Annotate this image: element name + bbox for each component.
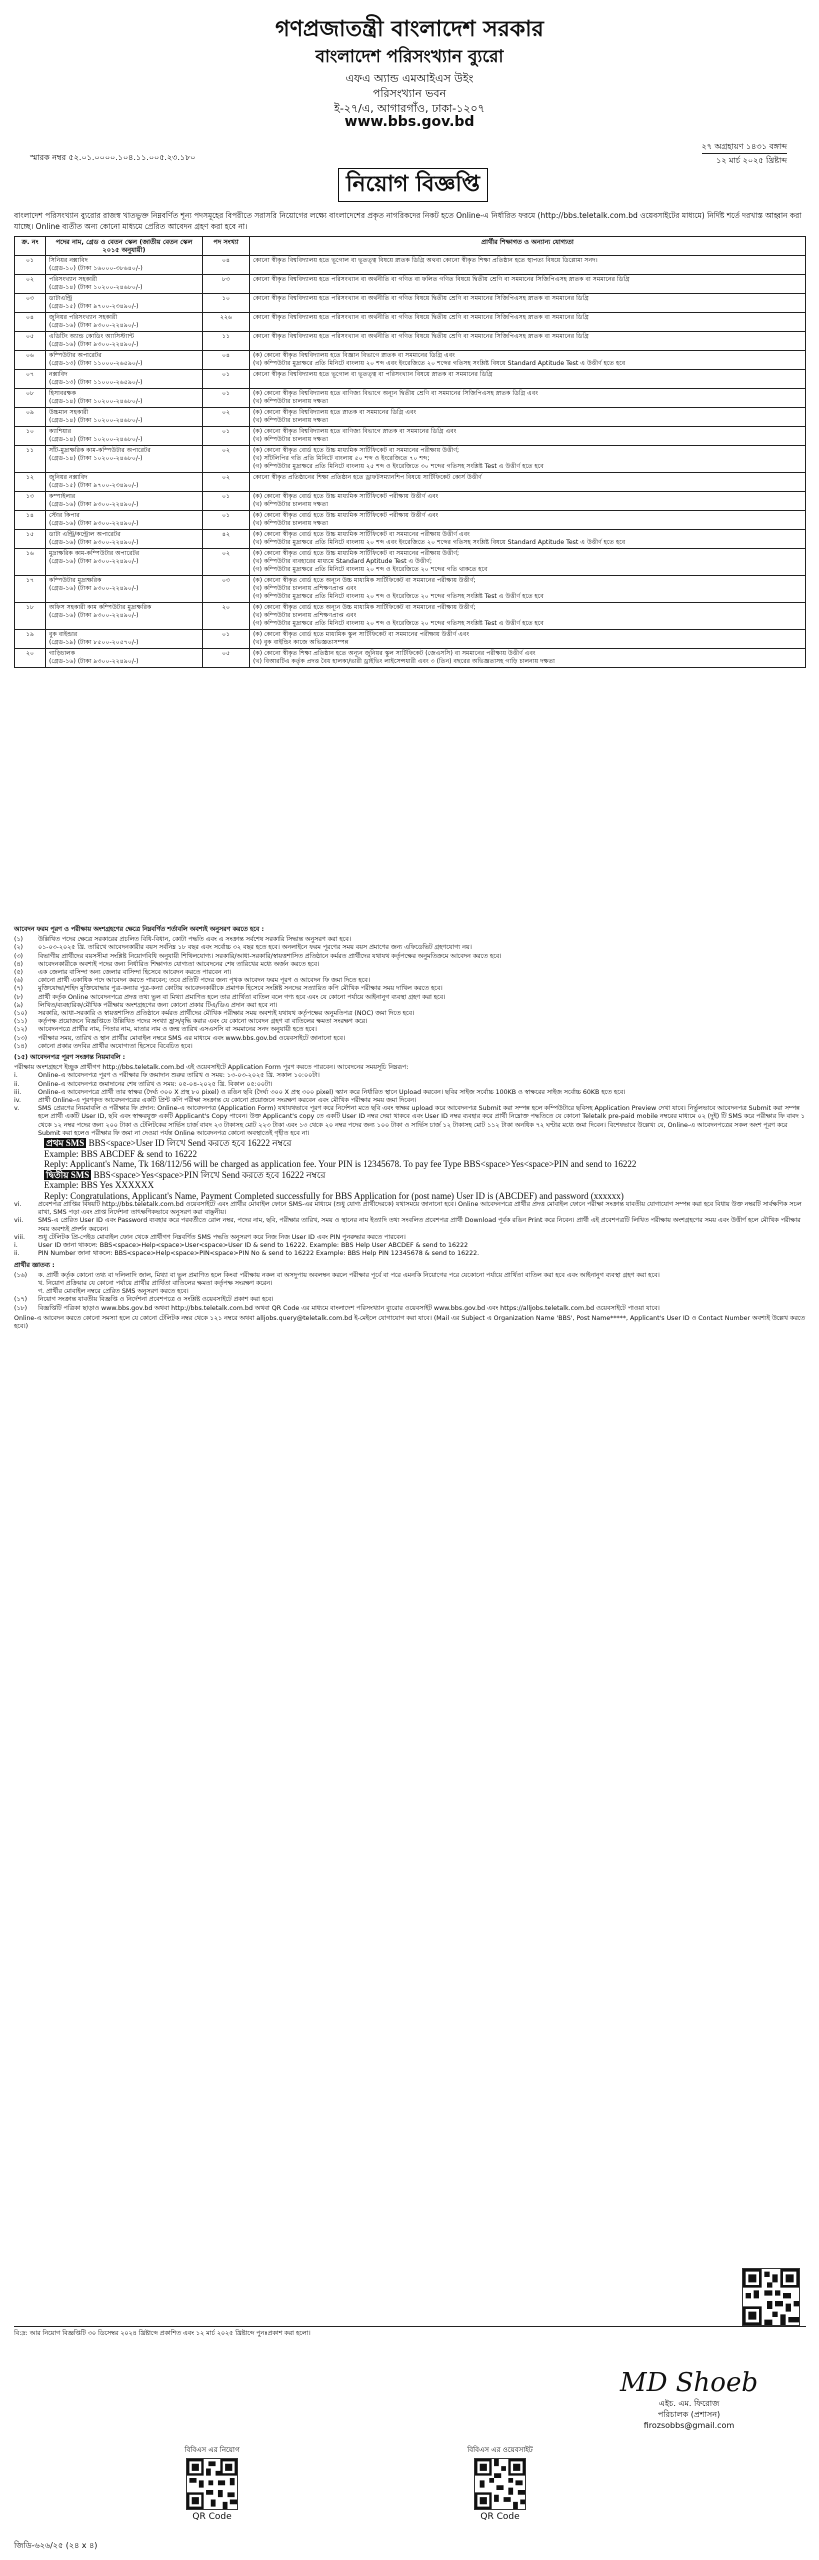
memo-number: স্মারক নম্বর ৫২.০১.০০০০.১০৪.১১.০০৫.২৩.১৮০	[30, 153, 196, 162]
post-qualification: (ক) কোনো স্বীকৃত বোর্ড হতে উচ্চ মাধ্যমিক সার্টিফিকেট পরীক্ষায় উত্তীর্ণ এবং (খ) কম্পিউটার চালনায় দক্ষতা	[250, 511, 806, 530]
condition-item-number: (৩)	[14, 952, 24, 960]
condition-item-text: উল্লিখিত পদের ক্ষেত্রে সরকারের প্রচলিত বিধি-বিধান, কোটা পদ্ধতি এবং এ সংক্রান্ত সর্বশেষ সরকারি সিদ্ধান্ত অনুসরণ করা হবে।	[38, 936, 351, 944]
candidate-note	[14, 1305, 806, 1313]
notice-title: নিয়োগ বিজ্ঞপ্তি	[338, 168, 488, 202]
sms1-label: প্রথম SMS	[46, 1138, 85, 1149]
howto-step-number: ii.	[14, 1080, 20, 1088]
sms-instructions	[14, 1138, 806, 1201]
post-name: হিসাবরক্ষক (গ্রেড-১৪) (টাকা ১০২০০-২৪৬৮০/-)	[46, 389, 203, 408]
howto-step-number: vi.	[14, 1201, 22, 1209]
header-count: পদ সংখ্যা	[203, 237, 250, 256]
date-english: ১২ মার্চ ২০২৫ খ্রিষ্টাব্দ	[702, 153, 788, 167]
post-serial: ০২	[15, 275, 46, 294]
post-name: সিনিয়র নক্সাবিদ (গ্রেড-১০) (টাকা ১৬০০০-৩৮৬৪০/-)	[46, 256, 203, 275]
post-qualification: (ক) কোনো স্বীকৃত বোর্ড হতে উচ্চ মাধ্যমিক সার্টিফিকেট বা সমমানের পরীক্ষায় উত্তীর্ণ এবং (খ) কম্পিউটার মুদ্রাক্ষরে প্রতি মিনিটে বাংলায় ২০ শব্দ এবং ইংরেজিতে ২০ শব্দের গতিসহ সংশ্লিষ্ট বিষয়ে Standard Aptitude Test এ উত্তীর্ণ হতে হবে	[250, 530, 806, 549]
condition-item-text: মুক্তিযোদ্ধা/শহিদ মুক্তিযোদ্ধার পুত্র-কন্যার পুত্র-কন্যা কোটায় আবেদনকারীকে প্রমাণক হিসেবে সংশ্লিষ্ট সনদের সত্যায়িত কপি মৌখিক পরীক্ষার সময় দাখিল করতে হবে।	[38, 985, 443, 993]
qr-icon	[743, 2269, 799, 2325]
howto-step	[14, 1089, 806, 1097]
post-name: জুনিয়র নক্সাবিদ (গ্রেড-১৫) (টাকা ৯৭০০-২৩৪৯০/-)	[46, 473, 203, 492]
signatory-name: এইচ. এম. ফিরোজ	[658, 2399, 720, 2408]
post-serial: ০৯	[15, 408, 46, 427]
post-name: এডিটিং অ্যান্ড কোডিং অ্যাসিস্ট্যান্ট (গ্রেড-১৬) (টাকা ৯৩০০-২২৪৯০/-)	[46, 332, 203, 351]
table-header-row	[15, 237, 806, 256]
condition-item	[14, 994, 806, 1002]
howto-step	[14, 1242, 806, 1250]
post-name: পরিসংখ্যান সহকারী (গ্রেড-১৪) (টাকা ১০২০০-২৪৬৮০/-)	[46, 275, 203, 294]
howto-step-text: শুধু টেলিটক প্রি-পেইড মোবাইল ফোন থেকে প্রার্থীগণ নিম্নবর্ণিত SMS পদ্ধতি অনুসরণ করে নিজ নিজ User ID এবং PIN পুনরুদ্ধার করতে পারবেন।	[38, 1233, 406, 1241]
post-serial: ১৬	[15, 549, 46, 576]
post-qualification: কোনো স্বীকৃত বিশ্ববিদ্যালয় হতে ভূগোল বা ভূতত্ত্ব বা পরিসংখ্যান বিষয়ে স্নাতক বা সমমানের ডিগ্রি	[250, 370, 806, 389]
sms2-reply: Reply: Congratulations, Applicant's Name, Payment Completed successfully for BBS Application for (post name) User ID is (ABCDEF) and password (xxxxxx)	[44, 1190, 624, 1201]
qr-code-side[interactable]	[742, 2268, 800, 2326]
post-qualification: (ক) কোনো স্বীকৃত বিশ্ববিদ্যালয় হতে স্নাতক বা সমমানের ডিগ্রি এবং (খ) কম্পিউটার চালনায় দক্ষতা	[250, 408, 806, 427]
howto-step-number: iii.	[14, 1088, 22, 1096]
post-count: ০১	[203, 389, 250, 408]
post-serial: ১৮	[15, 603, 46, 630]
candidate-note-text: বিজ্ঞপ্তিটি পত্রিকা ছাড়াও www.bbs.gov.bd অথবা http://bbs.teletalk.com.bd অথবা QR Code এর মাধ্যমে বাংলাদেশ পরিসংখ্যান ব্যুরোর ওয়েবসাইট www.bbs.gov.bd এবং https://alljobs.teletalk.com.bd ওয়েবসাইটে পাওয়া যাবে।	[38, 1304, 660, 1312]
post-name: মুদ্রাক্ষরিক কাম-কম্পিউটার অপারেটর (গ্রেড-১৬) (টাকা ৯৩০০-২২৪৯০/-)	[46, 549, 203, 576]
post-qualification: (ক) কোনো স্বীকৃত বোর্ড হতে মাধ্যমিক স্কুল সার্টিফিকেট বা সমমানের পরীক্ষায় উত্তীর্ণ এবং (খ) বুক বাইন্ডিং কাজে অভিজ্ঞতাসম্পন্ন	[250, 630, 806, 649]
table-row	[15, 294, 806, 313]
candidate-notes-heading: প্রার্থীর জ্ঞাতব্য :	[14, 1261, 55, 1269]
wing-name: এফএ অ্যান্ড এমআইএস উইং	[345, 72, 474, 85]
candidate-notes	[14, 1272, 806, 1313]
howto-step-number: iv.	[14, 1097, 21, 1105]
post-name: বুক বাইন্ডার (গ্রেড-১৯) (টাকা ৮৫০০-২০৫৭০/-)	[46, 630, 203, 649]
post-count: ০১	[203, 370, 250, 389]
notice-dates	[702, 140, 788, 167]
post-count: ০২	[203, 408, 250, 427]
condition-item	[14, 1026, 806, 1034]
candidate-note-number: (১৮)	[14, 1304, 28, 1312]
post-qualification: কোনো স্বীকৃত বিশ্ববিদ্যালয় হতে পরিসংখ্যান বা অর্থনীতি বা গণিত বিষয়ে দ্বিতীয় শ্রেণি বা সমমানের সিজিপিএসহ স্নাতক বা সমমানের ডিগ্রি	[250, 294, 806, 313]
condition-item-number: (১০)	[14, 1010, 28, 1018]
condition-item-number: (১১)	[14, 1018, 28, 1026]
howto-step	[14, 1201, 806, 1217]
condition-item-text: লিখিত/ব্যবহারিক/মৌখিক পরীক্ষায় অংশগ্রহণের জন্য কোনো প্রকার টিএ/ডিএ প্রদান করা হবে না।	[38, 1001, 278, 1009]
post-serial: ২০	[15, 649, 46, 668]
condition-item-text: প্রার্থী কর্তৃক Online আবেদনপত্রে প্রদত্ত তথ্য ভুল বা মিথ্যা প্রমাণিত হলে তার প্রার্থিতা বাতিল বলে গণ্য হবে এবং যে কোনো পর্যায়ে আইনানুগ ব্যবস্থা গ্রহণ করা হবে।	[38, 993, 446, 1001]
post-qualification: কোনো স্বীকৃত বিশ্ববিদ্যালয় হতে পরিসংখ্যান বা অর্থনীতি বা গণিত বা ফলিত গণিত বিষয়ে দ্বিতীয় শ্রেণি বা সমমানের সিজিপিএসহ স্নাতক বা সমমানের ডিগ্রি	[250, 275, 806, 294]
post-qualification: কোনো স্বীকৃত বিশ্ববিদ্যালয় হতে ভূগোল বা ভূতত্ত্ব বিষয়ে স্নাতক ডিগ্রি অথবা কোনো স্বীকৃত শিক্ষা প্রতিষ্ঠান হতে স্থাপত্য বিষয়ে ডিপ্লোমা সনদ।	[250, 256, 806, 275]
sms2-format: BBS<space>Yes<space>PIN লিখে Send করতে হবে 16222 নম্বরে	[93, 1169, 326, 1180]
howto-step-text: প্রার্থী Online-এ পূরণকৃত আবেদনপত্রের একটি প্রিন্ট কপি পরীক্ষা সংক্রান্ত যে কোনো প্রয়োজনে সংরক্ষণ করবেন এবং মৌখিক পরীক্ষার সময় জমা দিবেন।	[38, 1097, 417, 1105]
post-serial: ১৫	[15, 530, 46, 549]
post-qualification: কোনো স্বীকৃত বিশ্ববিদ্যালয় হতে পরিসংখ্যান বা অর্থনীতি বা গণিত বিষয়ে দ্বিতীয় শ্রেণি বা সমমানের সিজিপিএসহ স্নাতক বা সমমানের ডিগ্রি	[250, 313, 806, 332]
sms1-format: BBS<space>User ID লিখে Send করতে হবে 16222 নম্বরে	[88, 1138, 292, 1149]
qr-label: QR Code	[192, 2512, 232, 2522]
post-count: ০১	[203, 492, 250, 511]
post-count: ০২	[203, 549, 250, 576]
condition-item-number: (১৩)	[14, 1034, 28, 1042]
post-name: কম্পিউটার মুদ্রাক্ষরিক (গ্রেড-১৬) (টাকা ৯৩০০-২২৪৯০/-)	[46, 576, 203, 603]
table-row	[15, 511, 806, 530]
condition-item	[14, 1002, 806, 1010]
condition-item-text: আবেদনকারীকে অবশ্যই পদের জন্য নির্ধারিত শিক্ষাগত যোগ্যতা আবেদনের শেষ তারিখের মধ্যে অর্জন করতে হবে।	[38, 960, 320, 968]
table-row	[15, 492, 806, 511]
post-name: উচ্চমান সহকারী (গ্রেড-১৪) (টাকা ১০২০০-২৪৬৮০/-)	[46, 408, 203, 427]
post-serial: ১০	[15, 427, 46, 446]
post-name: নক্সাবিদ (গ্রেড-১৩) (টাকা ১১০০০-২৬৫৯০/-)	[46, 370, 203, 389]
condition-item	[14, 961, 806, 969]
sms2-example: Example: BBS Yes XXXXXX	[44, 1180, 155, 1191]
post-qualification: (ক) কোনো স্বীকৃত বোর্ড হতে অন্যূন উচ্চ মাধ্যমিক সার্টিফিকেট বা সমমানের পরীক্ষায় উত্তীর্ণ; (খ) কম্পিউটার চালনায় প্রশিক্ষণপ্রাপ্ত এবং (গ) কম্পিউটার মুদ্রাক্ষরে প্রতি মিনিটে বাংলায় ২০ শব্দ ও ইংরেজিতে ২০ শব্দের গতিসহ সংশ্লিষ্ট Test এ উত্তীর্ণ হতে হবে	[250, 576, 806, 603]
howto-step-text: Online-এ আবেদনপত্রে প্রার্থী তার স্বাক্ষর (দৈর্ঘ্য ৩০০ X প্রস্থ ৮০ pixel) ও রঙিন ছবি (দৈর্ঘ্য ৩০০ X প্রস্থ ৩০০ pixel) স্ক্যান করে নির্ধারিত স্থানে Upload করবেন। ছবির সাইজ সর্বোচ্চ 100KB ও স্বাক্ষরের সাইজ সর্বোচ্চ 60KB হতে হবে।	[38, 1088, 626, 1096]
howto-step-text: PIN Number জানা থাকলে: BBS<space>Help<space>PIN<space>PIN No & send to 16222 Example: BBS Help PIN 12345678 & send to 16222.	[38, 1250, 480, 1258]
table-row	[15, 576, 806, 603]
condition-item-text: পরীক্ষার সময়, তারিখ ও স্থান প্রার্থীর মোবাইল নম্বরে SMS এর মাধ্যমে এবং www.bbs.gov.bd ওয়েবসাইটে জানানো হবে।	[38, 1034, 346, 1042]
post-name: অফিস সহকারী কাম কম্পিউটার মুদ্রাক্ষরিক (গ্রেড-১৬) (টাকা ৯৩০০-২২৪৯০/-)	[46, 603, 203, 630]
condition-item-number: (২)	[14, 944, 24, 952]
post-qualification: কোনো স্বীকৃত বিশ্ববিদ্যালয় হতে পরিসংখ্যান বা অর্থনীতি বা গণিত বিষয়ে দ্বিতীয় শ্রেণি বা সমমানের সিজিপিএসহ স্নাতক বা সমমানের ডিগ্রি	[250, 332, 806, 351]
post-count: ০৩	[203, 576, 250, 603]
condition-item-number: (৪)	[14, 960, 23, 968]
candidate-note-text: ক. প্রার্থী কর্তৃক কোনো তথ্য বা দলিলাদি জাল, মিথ্যা বা ভুল প্রমাণিত হলে কিংবা পরীক্ষায় নকল বা অসদুপায় অবলম্বন করলে পরীক্ষার পূর্বে বা পরে এমনকি নিয়োগের পরে যেকোনো পর্যায়ে প্রার্থিতা বাতিল করা হবে এবং আইনানুগ ব্যবস্থা গ্রহণ করা হবে। খ. নিয়োগ প্রক্রিয়ার যে কোনো পর্যায়ে প্রার্থীর প্রার্থিতা বাতিলের ক্ষমতা কর্তৃপক্ষ সংরক্ষণ করেন। গ. প্রার্থীর মোবাইল নম্বরে প্রেরিত SMS অনুসরণ করতে হবে।	[38, 1271, 660, 1296]
howto-step-number: viii.	[14, 1233, 25, 1241]
header-qualification: প্রার্থীর শিক্ষাগত ও অন্যান্য যোগ্যতা	[250, 237, 806, 256]
condition-item-number: (৫)	[14, 969, 23, 977]
howto-step-text: Online-এ আবেদনপত্র পূরণ ও পরীক্ষার ফি জমাদান শুরুর তারিখ ও সময়: ১৩-০৩-২০২৫ খ্রি. সকাল ১০:০০টা।	[38, 1072, 320, 1080]
header-serial: ক্র. নং	[15, 237, 46, 256]
howto-step	[14, 1072, 806, 1080]
howto-step-text: প্রবেশপত্র প্রাপ্তির বিষয়টি http://bbs.teletalk.com.bd ওয়েবসাইটে এবং প্রার্থীর মোবাইল ফোনে SMS-এর মাধ্যমে (শুধু যোগ্য প্রার্থীদেরকে) যথাসময়ে জানানো হবে। Online আবেদনপত্রে প্রার্থীর প্রদত্ত মোবাইল ফোনে পরীক্ষা সংক্রান্ত যাবতীয় যোগাযোগ সম্পন্ন করা হবে বিধায় উক্ত নম্বরটি সার্বক্ষণিক সচল রাখা, SMS পড়া এবং প্রাপ্ত নির্দেশনা তাৎক্ষণিকভাবে অনুসরণ করা বাঞ্ছনীয়।	[38, 1201, 802, 1217]
post-count: ২০	[203, 603, 250, 630]
post-serial: ০৮	[15, 389, 46, 408]
table-row	[15, 313, 806, 332]
table-row	[15, 332, 806, 351]
table-row	[15, 351, 806, 370]
howto-step-text: SMS প্রেরণের নিয়মাবলি ও পরীক্ষার ফি প্রদান: Online-এ আবেদনপত্র (Application Form) যথাযথভাবে পূরণ করে নির্দেশনা মতে ছবি এবং স্বাক্ষর upload করে আবেদনপত্র Submit করা সম্পন্ন হলে কম্পিউটারে ছবিসহ Application Preview দেখা যাবে। নির্ভুলভাবে আবেদনপত্র Submit করা সম্পন্ন হলে প্রার্থী একটি User ID, ছবি এবং স্বাক্ষরযুক্ত একটি Applicant's Copy পাবেন। উক্ত Applicant's copy তে একটি User ID নম্বর দেয়া থাকবে এবং User ID নম্বর ব্যবহার করে প্রার্থী নিম্নোক্ত পদ্ধতিতে যে কোনো Teletalk pre-paid mobile নম্বরের মাধ্যমে ০২ (দুই) টি SMS করে পরীক্ষার ফি বাবদ ১ থেকে ১২ নম্বর পদের জন্য ২০০ টাকা ও টেলিটকের সার্ভিস চার্জ বাবদ ২৩ টাকাসহ মোট ২২৩ টাকা এবং ১৩ থেকে ২০ নম্বর পদের জন্য ১০০ টাকা ও সার্ভিস চার্জ ১২ টাকাসহ মোট ১১২ টাকা অনধিক ৭২ ঘণ্টার মধ্যে জমা দিবেন। বিশেষভাবে উল্লেখ্য যে, Online-এ আবেদনপত্রের সকল অংশ পূরণ করে Submit করা হলেও পরীক্ষার ফি জমা না দেওয়া পর্যন্ত Online আবেদনপত্র কোনো অবস্থাতেই গৃহীত হবে না।	[38, 1105, 805, 1137]
post-serial: ০৩	[15, 294, 46, 313]
howto-step	[14, 1250, 806, 1258]
howto-step	[14, 1105, 806, 1138]
post-serial: ০৬	[15, 351, 46, 370]
condition-item-text: এক জেলার বাসিন্দা অন্য জেলার বাসিন্দা হিসেবে আবেদন করতে পারবেন না।	[38, 969, 232, 977]
howto-step-text: Online-এ আবেদনপত্র জমাদানের শেষ তারিখ ও সময়: ০৫-০৪-২০২৫ খ্রি. বিকাল ০৫:০০টা।	[38, 1080, 273, 1088]
post-name: ক্যাশিয়ার (গ্রেড-১৪) (টাকা ১০২০০-২৪৬৮০/-)	[46, 427, 203, 446]
post-count: ০১	[203, 427, 250, 446]
post-serial: ১৪	[15, 511, 46, 530]
post-count: ০৫	[203, 649, 250, 668]
condition-item-text: বিভাগীয় প্রার্থীদের বয়সসীমা সংশ্লিষ্ট নিয়োগবিধি অনুযায়ী শিথিলযোগ্য। সরকারি/আধা-সরকারি/স্বায়ত্তশাসিত প্রতিষ্ঠানে কর্মরত প্রার্থীদের যথাযথ কর্তৃপক্ষের অনুমতিক্রমে আবেদন করতে হবে।	[38, 952, 502, 960]
more-steps	[14, 1201, 806, 1258]
post-name: স্টোর কিপার (গ্রেড-১৬) (টাকা ৯৩০০-২২৪৯০/-)	[46, 511, 203, 530]
howto-step-text: User ID জানা থাকলে: BBS<space>Help<space>User<space>User ID & send to 16222. Example: BBS Help User ABCDEF & send to 16222	[38, 1242, 469, 1250]
condition-item	[14, 1010, 806, 1018]
post-name: ডাটা এন্ট্রি/কন্ট্রোল অপারেটর (গ্রেড-১৬) (টাকা ৯৩০০-২২৪৯০/-)	[46, 530, 203, 549]
address: ই-২৭/এ, আগারগাঁও, ঢাকা-১২০৭	[334, 102, 485, 115]
gd-code: জিডি-৬২৬/২৫ (২৪ x ৪)	[14, 2541, 98, 2550]
posts-table	[14, 236, 806, 668]
post-serial: ১২	[15, 473, 46, 492]
post-name: কম্পিউটার অপারেটর (গ্রেড-১৩) (টাকা ১১০০০-২৬৫৯০/-)	[46, 351, 203, 370]
post-name: সাঁট-মুদ্রাক্ষরিক কাম-কম্পিউটার অপারেটর (গ্রেড-১৪) (টাকা ১০২০০-২৪৬৮০/-)	[46, 446, 203, 473]
howto-step-number: vii.	[14, 1217, 24, 1225]
sms2-label: দ্বিতীয় SMS	[46, 1169, 90, 1180]
condition-item-number: (৭)	[14, 985, 24, 993]
howto-heading: (১৫) আবেদনপত্র পূরণ সংক্রান্ত নিয়মাবলি :	[14, 1054, 126, 1062]
post-qualification: (ক) কোনো স্বীকৃত বিশ্ববিদ্যালয় হতে বিজ্ঞান বিভাগে স্নাতক বা সমমানের ডিগ্রি এবং (খ) কম্পিউটার মুদ্রাক্ষরে প্রতি মিনিটে বাংলায় ২০ শব্দ এবং ইংরেজিতে ২০ শব্দের গতিসহ সংশ্লিষ্ট বিষয়ে Standard Aptitude Test এ উত্তীর্ণ হতে হবে	[250, 351, 806, 370]
post-count: ১০	[203, 294, 250, 313]
qr-icon	[475, 2459, 525, 2509]
building-name: পরিসংখ্যান ভবন	[372, 87, 447, 100]
condition-item-number: (১৪)	[14, 1042, 28, 1050]
post-serial: ১১	[15, 446, 46, 473]
table-row	[15, 408, 806, 427]
condition-item	[14, 985, 806, 993]
condition-item-number: (৬)	[14, 977, 24, 985]
qr-label: QR Code	[480, 2512, 520, 2522]
condition-item	[14, 1035, 806, 1043]
footer-note: বি:দ্র: আর নিয়োগ বিজ্ঞপ্তিটি ৩০ ডিসেম্বর ২০২৪ খ্রিষ্টাব্দে প্রকাশিত এবং ১২ মার্চ ২০২৫ খ্রিষ্টাব্দে পুনঃপ্রকাশ করা হলো।	[14, 2330, 311, 2337]
qr-caption-top: বিবিএস এর নিয়োগ	[184, 2446, 240, 2454]
conditions-list	[14, 936, 806, 1051]
table-row	[15, 370, 806, 389]
condition-item-text: ০১-০৩-২০২৫ খ্রি. তারিখে আবেদনকারীর বয়স সর্বনিম্ন ১৮ বছর এবং সর্বোচ্চ ৩২ বছর হতে হবে। অনলাইনে ফরম পূরণের সময় বয়স প্রমাণের জন্য এফিডেভিট গ্রহণযোগ্য নয়।	[38, 944, 472, 952]
post-serial: ০৪	[15, 313, 46, 332]
intro-paragraph: বাংলাদেশ পরিসংখ্যান ব্যুরোর রাজস্ব খাতভুক্ত নিম্নবর্ণিত শূন্য পদসমূহের বিপরীতে সরাসরি নিয়োগের লক্ষ্যে বাংলাদেশের প্রকৃত নাগরিকদের নিকট হতে Online-এ নির্ধারিত ফরমে (http://bbs.teletalk.com.bd ওয়েবসাইটের মাধ্যমে) নির্দিষ্ট শর্তে দরখাস্ত আহ্বান করা যাচ্ছে। Online ব্যতীত অন্য কোনো মাধ্যমে প্রেরিত আবেদন গ্রহণ করা হবে না।	[14, 211, 802, 231]
condition-item-number: (৮)	[14, 993, 23, 1001]
condition-item	[14, 944, 806, 952]
table-row	[15, 275, 806, 294]
post-count: ০৪	[203, 351, 250, 370]
table-row	[15, 256, 806, 275]
post-serial: ০১	[15, 256, 46, 275]
condition-item-number: (১)	[14, 936, 23, 944]
condition-item	[14, 1043, 806, 1051]
post-qualification: (ক) কোনো স্বীকৃত বোর্ড হতে অন্যূন উচ্চ মাধ্যমিক সার্টিফিকেট বা সমমানের পরীক্ষায় উত্তীর্ণ; (খ) কম্পিউটার চালনায় প্রশিক্ষণপ্রাপ্ত এবং (গ) কম্পিউটার মুদ্রাক্ষরে প্রতি মিনিটে বাংলায় ২০ শব্দ ও ইংরেজিতে ২০ শব্দের গতিসহ সংশ্লিষ্ট Test এ উত্তীর্ণ হতে হবে	[250, 603, 806, 630]
table-row	[15, 530, 806, 549]
howto-intro: পরীক্ষায় অংশগ্রহণে ইচ্ছুক প্রার্থীগণ http://bbs.teletalk.com.bd এই ওয়েবসাইটে Application Form পূরণ করতে পারবেন। আবেদনের সময়সূচি নিম্নরূপ:	[14, 1064, 409, 1072]
table-row	[15, 389, 806, 408]
header-post: পদের নাম, গ্রেড ও বেতন স্কেল (জাতীয় বেতন স্কেল ২০১৫ অনুযায়ী)	[46, 237, 203, 256]
post-qualification: (ক) কোনো স্বীকৃত বিশ্ববিদ্যালয় হতে বাণিজ্য বিভাগে অন্যূন দ্বিতীয় শ্রেণি বা সমমানের সিজিপিএসহ স্নাতক ডিগ্রি এবং (খ) কম্পিউটার চালনায় দক্ষতা	[250, 389, 806, 408]
howto-step-number: i.	[14, 1242, 18, 1250]
signatory-designation: পরিচালক (প্রশাসন)	[657, 2410, 721, 2419]
qr-caption-top: বিবিএস এর ওয়েবসাইট	[467, 2446, 533, 2454]
condition-item-number: (৯)	[14, 1001, 23, 1009]
table-row	[15, 603, 806, 630]
qr-block-website	[450, 2444, 550, 2522]
conditions-section	[14, 926, 806, 1331]
post-serial: ১৭	[15, 576, 46, 603]
table-row	[15, 427, 806, 446]
website-link[interactable]: www.bbs.gov.bd	[344, 114, 475, 130]
post-count: ০২	[203, 473, 250, 492]
post-name: ডাটাএন্ট্রি (গ্রেড-১৫) (টাকা ৯৭০০-২৩৪৯০/-)	[46, 294, 203, 313]
howto-step-number: ii.	[14, 1250, 20, 1258]
qr-block-recruitment	[162, 2444, 262, 2522]
post-count: ০২	[203, 446, 250, 473]
qr-code-website[interactable]	[474, 2458, 526, 2510]
table-row	[15, 549, 806, 576]
post-serial: ১৯	[15, 630, 46, 649]
post-count: ৮৩	[203, 275, 250, 294]
candidate-note-text: নিয়োগ সংক্রান্ত যাবতীয় বিজ্ঞপ্তি ও নির্দেশনা প্রবেশপত্রে ও সংশ্লিষ্ট ওয়েবসাইটে প্রকাশ করা হবে।	[38, 1296, 274, 1304]
post-name: গাড়িচালক (গ্রেড-১৬) (টাকা ৯৩০০-২২৪৯০/-)	[46, 649, 203, 668]
sms1-reply: Reply: Applicant's Name, Tk 168/112/56 will be charged as application fee. Your PIN is 12345678. To pay fee Type BBS<space>Yes<space>PIN and send to 16222	[44, 1159, 637, 1170]
condition-item-text: সরকারি, আধা-সরকারি ও স্বায়ত্তশাসিত প্রতিষ্ঠানে কর্মরত প্রার্থীদের মৌখিক পরীক্ষার সময় অবশ্যই যথাযথ কর্তৃপক্ষের অনুমতিপত্র (NOC) জমা দিতে হবে।	[38, 1010, 415, 1018]
sms1-example: Example: BBS ABCDEF & send to 16222	[44, 1148, 198, 1159]
condition-item-text: কর্তৃপক্ষ প্রয়োজনে বিজ্ঞপ্তিতে উল্লিখিত পদের সংখ্যা হ্রাস/বৃদ্ধি করার এবং যে কোনো আবেদন গ্রহণ বা বাতিলের ক্ষমতা সংরক্ষণ করে।	[38, 1018, 368, 1026]
condition-item-text: আবেদনপত্রে প্রার্থীর নাম, পিতার নাম, মাতার নাম ও জন্ম তারিখ এসএসসি বা সমমানের সনদ অনুযায়ী হতে হবে।	[38, 1026, 317, 1034]
table-row	[15, 649, 806, 668]
qr-icon	[187, 2459, 237, 2509]
table-row	[15, 473, 806, 492]
govt-title: গণপ্রজাতন্ত্রী বাংলাদেশ সরকার	[275, 17, 544, 42]
post-qualification: (ক) কোনো স্বীকৃত বিশ্ববিদ্যালয় হতে বাণিজ্য বিভাগে স্নাতক বা সমমানের ডিগ্রি এবং (খ) কম্পিউটার চালনায় দক্ষতা	[250, 427, 806, 446]
conditions-heading: আবেদন ফরম পূরণ ও পরীক্ষায় অংশগ্রহণের ক্ষেত্রে নিম্নবর্ণিত শর্তাবলি অবশ্যই অনুসরণ করতে হবে :	[14, 926, 264, 933]
post-qualification: কোনো স্বীকৃত প্রতিষ্ঠানের শিক্ষা প্রতিষ্ঠান হতে ড্রাফটসম্যানশিপ বিষয়ে সার্টিফিকেট কোর্স উত্তীর্ণ	[250, 473, 806, 492]
post-name: জুনিয়র পরিসংখ্যান সহকারী (গ্রেড-১৬) (টাকা ৯৩০০-২২৪৯০/-)	[46, 313, 203, 332]
post-serial: ০৫	[15, 332, 46, 351]
condition-item	[14, 953, 806, 961]
post-count: ১১	[203, 332, 250, 351]
post-count: ৪২	[203, 530, 250, 549]
howto-step-number: i.	[14, 1072, 18, 1080]
candidate-note	[14, 1296, 806, 1304]
post-count: ০১	[203, 511, 250, 530]
condition-item	[14, 969, 806, 977]
signatory-email[interactable]: firozsobbs@gmail.com	[643, 2421, 735, 2430]
table-row	[15, 630, 806, 649]
footer-divider	[14, 2326, 806, 2327]
helpline-note: Online-এ আবেদন করতে কোনো সমস্যা হলে যে কোনো টেলিটক নম্বর থেকে ১২১ নম্বরে অথবা alljobs.query@teletalk.com.bd ই-মেইলে যোগাযোগ করা যাবে। (Mail এর Subject এ Organization Name 'BBS', Post Name*****, Applicant's User ID ও Contact Number অবশ্যই উল্লেখ করতে হবে।)	[14, 1314, 806, 1330]
date-bangla: ২৭ অগ্রহায়ণ ১৪৩১ বঙ্গাব্দ	[701, 142, 787, 151]
howto-step	[14, 1234, 806, 1242]
howto-step-number: v.	[14, 1105, 20, 1113]
qr-code-recruitment[interactable]	[186, 2458, 238, 2510]
post-serial: ১৩	[15, 492, 46, 511]
post-count: ২২৬	[203, 313, 250, 332]
post-name: কম্পাইলার (গ্রেড-১৬) (টাকা ৯৩০০-২২৪৯০/-)	[46, 492, 203, 511]
howto-steps	[14, 1072, 806, 1138]
condition-item-text: কোনো প্রার্থী একাধিক পদে আবেদন করতে পারবেন; তবে প্রতিটি পদের জন্য পৃথক আবেদন ফরম পূরণ ও আবেদন ফি জমা দিতে হবে।	[38, 977, 370, 985]
condition-item-number: (১২)	[14, 1026, 28, 1034]
candidate-note	[14, 1272, 806, 1297]
post-qualification: (ক) কোনো স্বীকৃত বোর্ড হতে উচ্চ মাধ্যমিক সার্টিফিকেট বা সমমানের পরীক্ষায় উত্তীর্ণ; (খ) কম্পিউটার ব্যবহারের মাধ্যমে Standard Aptitude Test এ উত্তীর্ণ; (গ) কম্পিউটার মুদ্রাক্ষরে প্রতি মিনিটে বাংলায় ২০ শব্দ ও ইংরেজিতে ২০ শব্দের গতি থাকতে হবে	[250, 549, 806, 576]
signature-block	[614, 2368, 764, 2431]
bureau-title: বাংলাদেশ পরিসংখ্যান ব্যুরো	[315, 47, 504, 67]
post-count: ০৪	[203, 256, 250, 275]
post-serial: ০৭	[15, 370, 46, 389]
condition-item-text: কোনো প্রকার তদবির প্রার্থীর অযোগ্যতা হিসেবে বিবেচিত হবে।	[38, 1042, 193, 1050]
signature: MD Shoeb	[620, 2368, 758, 2398]
howto-step	[14, 1081, 806, 1089]
post-qualification: (ক) কোনো স্বীকৃত বোর্ড হতে উচ্চ মাধ্যমিক সার্টিফিকেট বা সমমানের পরীক্ষায় উত্তীর্ণ; (খ) সাঁটলিপির গতি প্রতি মিনিটে বাংলায় ৫০ শব্দ ও ইংরেজিতে ৭০ শব্দ; (গ) কম্পিউটার মুদ্রাক্ষরে প্রতি মিনিটে বাংলায় ২৫ শব্দ ও ইংরেজিতে ৩০ শব্দের গতিসহ সংশ্লিষ্ট Test এ উত্তীর্ণ হতে হবে	[250, 446, 806, 473]
post-qualification: (ক) কোনো স্বীকৃত শিক্ষা প্রতিষ্ঠান হতে অন্যূন জুনিয়র স্কুল সার্টিফিকেট (জেএসসি) বা সমমানের পরীক্ষায় উত্তীর্ণ এবং (খ) বিআরটিএ কর্তৃক প্রদত্ত বৈধ হালকা/ভারী ড্রাইভিং লাইসেন্সধারী এবং ৩ (তিন) বছরের অভিজ্ঞতাসহ গাড়ি চালনায় দক্ষতা	[250, 649, 806, 668]
howto-step	[14, 1217, 806, 1233]
post-count: ০১	[203, 630, 250, 649]
table-row	[15, 446, 806, 473]
post-qualification: (ক) কোনো স্বীকৃত বোর্ড হতে উচ্চ মাধ্যমিক সার্টিফিকেট পরীক্ষায় উত্তীর্ণ এবং (খ) কম্পিউটার চালনায় দক্ষতা	[250, 492, 806, 511]
candidate-note-number: (১৭)	[14, 1296, 28, 1304]
candidate-note-number: (১৬)	[14, 1271, 28, 1279]
howto-step-text: SMS-এ প্রেরিত User ID এবং Password ব্যবহার করে পরবর্তীতে রোল নম্বর, পদের নাম, ছবি, পরীক্ষার তারিখ, সময় ও স্থানের নাম ইত্যাদি তথ্য সংবলিত প্রবেশপত্র প্রার্থী Download পূর্বক রঙিন Print করে নিবেন। প্রার্থী এই প্রবেশপত্রটি লিখিত পরীক্ষায় অংশগ্রহণের সময় এবং উত্তীর্ণ হলে মৌখিক পরীক্ষার সময় অবশ্যই প্রদর্শন করবেন।	[38, 1217, 801, 1233]
